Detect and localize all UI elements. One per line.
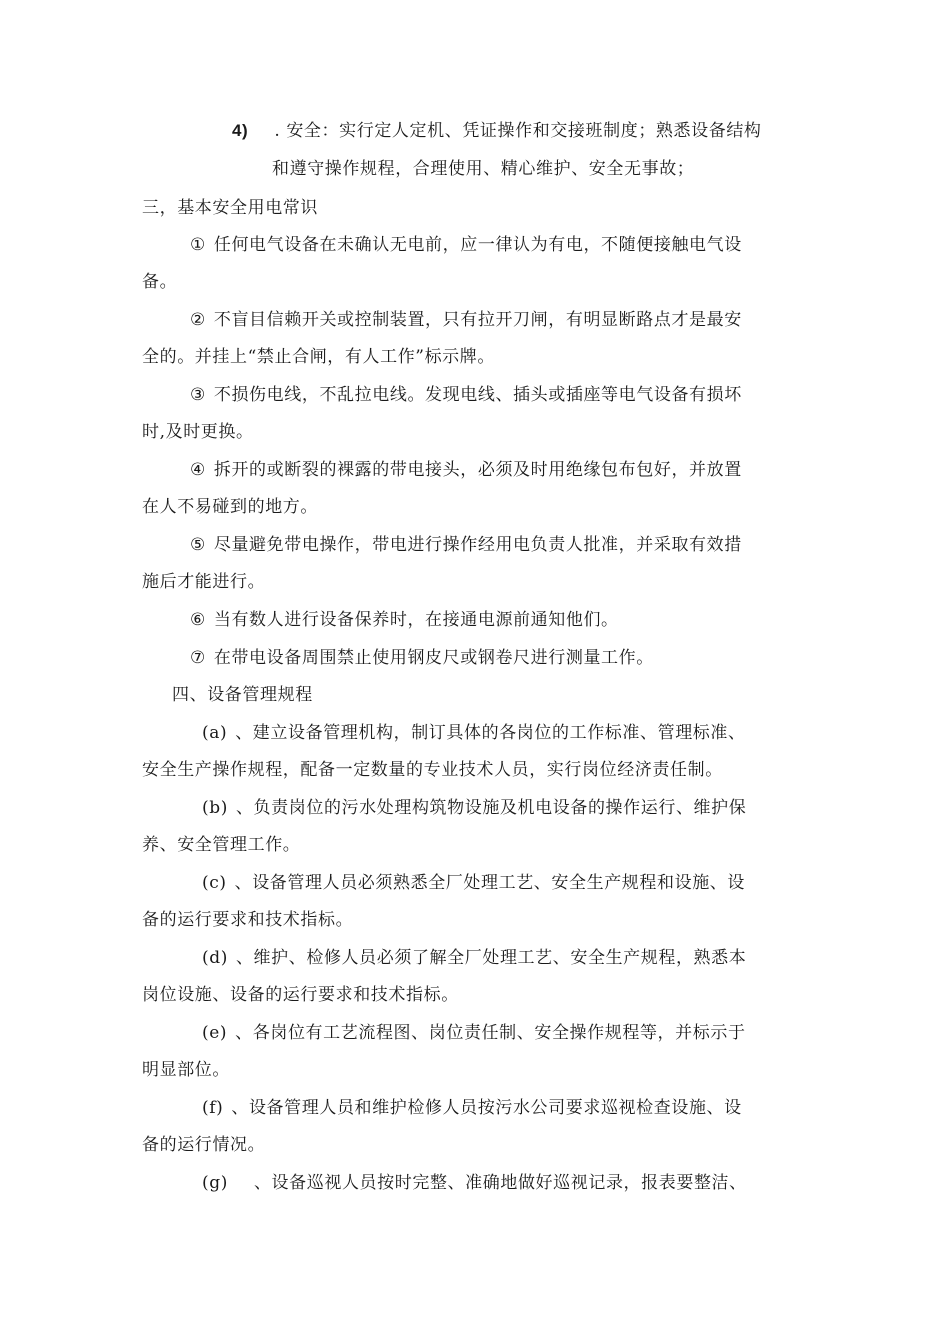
- s4-item-f-marker: (f): [202, 1098, 224, 1118]
- s3-item-3-marker: ③: [190, 385, 206, 405]
- s3-item-6-line-1: [190, 608, 619, 632]
- s3-item-5-text: 尽量避免带电操作，带电进行操作经用电负责人批准，并采取有效措: [213, 535, 742, 555]
- s3-item-4-text: 拆开的或断裂的裸露的带电接头，必须及时用绝缘包布包好，并放置: [213, 460, 742, 480]
- s3-item-2-marker: ②: [190, 310, 206, 330]
- s4-item-a-line-2: 安全生产操作规程，配备一定数量的专业技术人员，实行岗位经济责任制。: [142, 760, 723, 780]
- item-4-line-1: [232, 119, 762, 143]
- s3-item-1-text: 任何电气设备在未确认无电前，应一律认为有电，不随便接触电气设: [213, 235, 742, 255]
- s4-item-f-line-1: [202, 1096, 742, 1120]
- s4-item-e-marker: (e): [202, 1023, 228, 1043]
- s4-item-b-line-2: 养、安全管理工作。: [142, 835, 301, 855]
- item-4-line-2: 和遵守操作规程，合理使用、精心维护、安全无事故；: [272, 159, 695, 179]
- s4-item-a-text: 、建立设备管理机构，制订具体的各岗位的工作标准、管理标准、: [235, 723, 746, 743]
- s4-item-b-text: 、负责岗位的污水处理构筑物设施及机电设备的操作运行、维护保: [235, 798, 747, 818]
- s3-item-3-line-1: [190, 383, 742, 407]
- s3-item-2-text: 不盲目信赖开关或控制装置，只有拉开刀闸，有明显断路点才是最安: [213, 310, 742, 330]
- s4-item-f-line-2: 备的运行情况。: [142, 1135, 266, 1155]
- s4-item-d-text: 、维护、检修人员必须了解全厂处理工艺、安全生产规程，熟悉本: [235, 948, 747, 968]
- s4-item-c-line-1: [202, 871, 745, 895]
- s4-item-a-marker: (a): [202, 723, 228, 743]
- s3-item-7-line-1: [190, 646, 654, 670]
- s3-item-1-marker: ①: [190, 235, 206, 255]
- section-4-heading: 四、设备管理规程: [172, 685, 313, 705]
- s3-item-3-text: 不损伤电线，不乱拉电线。发现电线、插头或插座等电气设备有损坏: [213, 385, 742, 405]
- s3-item-1-line-2: 备。: [142, 272, 178, 292]
- s3-item-4-marker: ④: [190, 460, 206, 480]
- s4-item-c-text: 、设备管理人员必须熟悉全厂处理工艺、安全生产规程和设施、设: [234, 873, 745, 893]
- s4-item-e-line-2: 明显部位。: [142, 1060, 230, 1080]
- s4-item-g-marker: (g): [202, 1173, 228, 1193]
- s3-item-5-marker: ⑤: [190, 535, 206, 555]
- s4-item-f-text: 、设备管理人员和维护检修人员按污水公司要求巡视检查设施、设: [231, 1098, 742, 1118]
- s3-item-4-line-2: 在人不易碰到的地方。: [142, 497, 318, 517]
- s4-item-a-line-1: [202, 721, 746, 745]
- s4-item-d-line-2: 岗位设施、设备的运行要求和技术指标。: [142, 985, 459, 1005]
- s3-item-4-line-1: [190, 458, 742, 482]
- s3-item-6-marker: ⑥: [190, 610, 206, 630]
- s3-item-1-line-1: [190, 233, 742, 257]
- s4-item-g-line-1: [202, 1171, 747, 1195]
- s3-item-7-text: 在带电设备周围禁止使用钢皮尺或钢卷尺进行测量工作。: [213, 648, 654, 668]
- s3-item-7-marker: ⑦: [190, 648, 206, 668]
- section-3-heading: 三，基本安全用电常识: [142, 198, 318, 218]
- s3-item-2-line-1: [190, 308, 742, 332]
- item-4-text-1: . 安全：实行定人定机、凭证操作和交接班制度；熟悉设备结构: [274, 121, 762, 141]
- s4-item-d-marker: (d): [202, 948, 228, 968]
- s4-item-g-text: 、设备巡视人员按时完整、准确地做好巡视记录，报表要整洁、: [253, 1173, 747, 1193]
- s4-item-e-text: 、各岗位有工艺流程图、岗位责任制、安全操作规程等，并标示于: [235, 1023, 746, 1043]
- s4-item-c-line-2: 备的运行要求和技术指标。: [142, 910, 354, 930]
- s3-item-5-line-1: [190, 533, 742, 557]
- item-4-number: 4): [232, 121, 249, 140]
- s3-item-6-text: 当有数人进行设备保养时，在接通电源前通知他们。: [213, 610, 619, 630]
- s3-item-3-line-2: 时,及时更换。: [142, 422, 254, 442]
- s4-item-e-line-1: [202, 1021, 746, 1045]
- s4-item-d-line-1: [202, 946, 746, 970]
- s3-item-2-line-2: 全的。并挂上“禁止合闸，有人工作”标示牌。: [142, 347, 495, 367]
- s4-item-b-line-1: [202, 796, 746, 820]
- s4-item-b-marker: (b): [202, 798, 228, 818]
- s3-item-5-line-2: 施后才能进行。: [142, 572, 266, 592]
- s4-item-c-marker: (c): [202, 873, 227, 893]
